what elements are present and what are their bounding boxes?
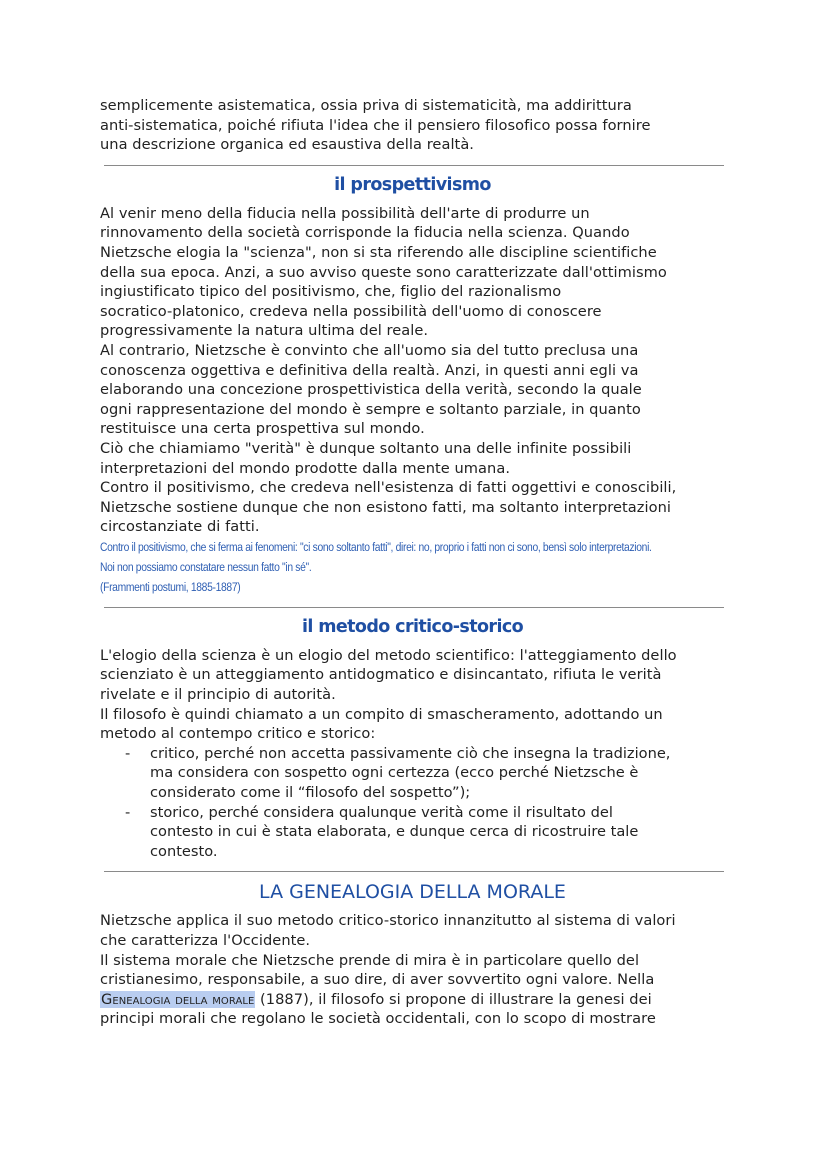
body-line: socratico-platonico, credeva nella possibilità dell'uomo di conoscere [100, 302, 602, 320]
body-line: elaborando una concezione prospettivistica della verità, secondo la quale [100, 381, 642, 399]
list-item-line: ma considera con sospetto ogni certezza (ecco perché Nietzsche è [150, 764, 639, 782]
list-item [100, 803, 725, 862]
section-divider [104, 165, 724, 166]
intro-line: una descrizione organica ed esaustiva della realtà. [100, 136, 474, 154]
body-line: cristianesimo, responsabile, a suo dire, di aver sovvertito ogni valore. Nella [100, 971, 655, 989]
quote-citation: (Frammenti postumi, 1885-1887) [100, 579, 241, 594]
body-text: (1887), il filosofo si propone di illustrare la genesi dei [255, 990, 652, 1008]
body-line: scienziato è un atteggiamento antidogmatico e disincantato, rifiuta le verità [100, 666, 662, 684]
list-item [100, 744, 725, 803]
body-line: Al venir meno della fiducia nella possibilità dell'arte di produrre un [100, 204, 590, 222]
page-content [100, 96, 725, 1029]
intro-line: semplicemente asistematica, ossia priva di sistematicità, ma addirittura [100, 97, 632, 114]
body-line: Nietzsche elogia la "scienza", non si sta riferendo alle discipline scientifiche [100, 243, 657, 261]
body-line: principi morali che regolano le società occidentali, con lo scopo di mostrare [100, 1010, 656, 1028]
body-line: metodo al contempo critico e storico: [100, 725, 376, 743]
quote-line: Noi non possiamo constatare nessun fatto "in sé". [100, 559, 312, 574]
body-line: rivelate e il principio di autorità. [100, 686, 336, 704]
body-line: Il filosofo è quindi chiamato a un compito di smascheramento, adottando un [100, 705, 663, 723]
body-line: rinnovamento della società corrisponde la fiducia nella scienza. Quando [100, 224, 630, 242]
quote-block [100, 537, 726, 597]
body-line: L'elogio della scienza è un elogio del metodo scientifico: l'atteggiamento dello [100, 646, 677, 664]
list-item-line: considerato come il “filosofo del sospetto”); [150, 784, 471, 802]
body-line: Ciò che chiamiamo "verità" è dunque soltanto una delle infinite possibili [100, 439, 632, 457]
dash-list [100, 744, 725, 862]
list-item-line: storico, perché considera qualunque verità come il risultato del [150, 803, 613, 821]
body-line: Al contrario, Nietzsche è convinto che all'uomo sia del tutto preclusa una [100, 341, 639, 359]
body-line: Nietzsche applica il suo metodo critico-storico innanzitutto al sistema di valori [100, 912, 676, 930]
list-item-line: contesto in cui è stata elaborata, e dunque cerca di ricostruire tale [150, 823, 639, 841]
list-marker: - [125, 803, 131, 821]
highlighted-title: Genealogia della morale [101, 990, 255, 1008]
list-marker: - [125, 744, 131, 762]
body-line: conoscenza oggettiva e definitiva della realtà. Anzi, in questi anni egli va [100, 361, 639, 379]
section-heading-prospettivismo: il prospettivismo [334, 174, 491, 195]
body-line: interpretazioni del mondo prodotte dalla mente umana. [100, 459, 511, 477]
body-line: della sua epoca. Anzi, a suo avviso queste sono caratterizzate dall'ottimismo [100, 263, 667, 281]
body-line: restituisce una certa prospettiva sul mondo. [100, 420, 425, 438]
list-item-line: critico, perché non accetta passivamente ciò che insegna la tradizione, [150, 744, 671, 762]
section-heading-metodo: il metodo critico-storico [301, 616, 524, 637]
body-line: progressivamente la natura ultima del reale. [100, 322, 429, 340]
body-line: ingiustificato tipico del positivismo, che, figlio del razionalismo [100, 283, 562, 301]
body-line: Contro il positivismo, che credeva nell'esistenza di fatti oggettivi e conoscibili, [100, 479, 677, 497]
list-item-line: contesto. [150, 842, 218, 860]
body-line: ogni rappresentazione del mondo è sempre e soltanto parziale, in quanto [100, 400, 641, 418]
body-line: Il sistema morale che Nietzsche prende di mira è in particolare quello del [100, 951, 640, 969]
body-line: Nietzsche sostiene dunque che non esistono fatti, ma soltanto interpretazioni [100, 498, 671, 516]
body-line: circostanziate di fatti. [100, 518, 260, 536]
section-heading-genealogia: LA GENEALOGIA DELLA MORALE [259, 881, 566, 904]
body-line: che caratterizza l'Occidente. [100, 932, 311, 949]
section-divider [104, 607, 724, 608]
intro-line: anti-sistematica, poiché rifiuta l'idea che il pensiero filosofico possa fornire [100, 116, 651, 134]
body-line-with-highlight [100, 990, 725, 1010]
section-divider [104, 871, 724, 872]
quote-line: Contro il positivismo, che si ferma ai fenomeni: "ci sono soltanto fatti", direi: no, proprio i fatti non ci sono, bensì solo interpretazioni. [100, 539, 652, 554]
